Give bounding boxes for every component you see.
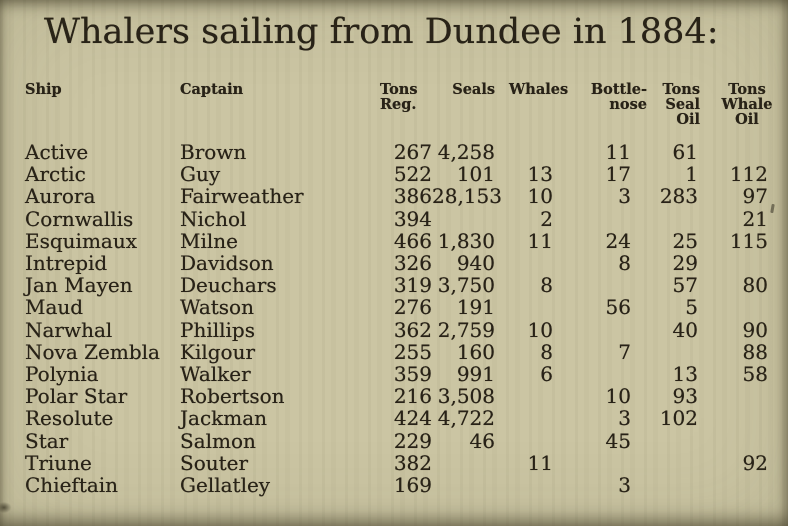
cell-captain: Brown [180,140,247,164]
cell-seals: 991 [456,362,495,387]
column-header-line: Ship [25,81,62,98]
cell-ship: Active [25,140,89,164]
table-row [25,274,768,296]
cell-tons_seal_oil [631,430,698,452]
column-header-tons_reg [380,82,432,141]
cell-seals: 160 [456,339,495,364]
cell-ship: Narwhal [25,317,113,342]
cell-captain: Jackman [180,406,268,431]
table-body [25,141,768,496]
cell-seals: 28,153 [432,184,502,209]
cell-tons_seal_oil: 283 [659,184,698,209]
cell-seals: 4,722 [437,406,495,431]
cell-whales [495,252,553,274]
column-header-line: Bottle- [590,81,647,98]
cell-tons_reg: 362 [393,317,432,342]
cell-seals: 3,508 [437,384,495,409]
cell-bottlenose: 45 [605,428,631,453]
table-row [25,430,768,452]
cell-whales [495,407,553,429]
cell-tons_whale_oil: 92 [742,450,768,475]
cell-ship: Cornwallis [25,206,134,231]
cell-seals: 3,750 [437,273,495,298]
cell-whales: 13 [527,162,553,187]
cell-tons_seal_oil: 29 [672,251,698,276]
cell-tons_reg: 424 [393,406,432,431]
cell-whales: 10 [527,184,553,209]
column-header-line: Seal [665,96,700,113]
cell-tons_whale_oil [698,430,768,452]
cell-tons_whale_oil [698,252,768,274]
column-header-line: Tons [662,81,700,98]
cell-tons_reg: 319 [393,273,432,298]
cell-seals [432,474,495,496]
cell-captain: Robertson [180,384,285,409]
cell-bottlenose: 3 [618,184,631,209]
table-row [25,363,768,385]
cell-tons_seal_oil [631,452,698,474]
cell-bottlenose [553,208,631,230]
cell-tons_reg: 382 [393,450,432,475]
cell-bottlenose: 8 [618,251,631,276]
cell-whales: 6 [540,362,553,387]
cell-tons_reg: 169 [393,473,432,498]
cell-tons_whale_oil: 115 [729,228,768,253]
table-row [25,407,768,429]
cell-ship: Intrepid [25,251,108,276]
cell-whales: 10 [527,317,553,342]
cell-whales [495,385,553,407]
cell-whales [495,430,553,452]
cell-tons_reg: 229 [393,428,432,453]
cell-bottlenose [553,319,631,341]
cell-tons_whale_oil: 58 [742,362,768,387]
cell-tons_seal_oil [631,474,698,496]
cell-tons_reg: 326 [393,251,432,276]
column-header-line: Oil [735,111,759,128]
column-header-line: nose [609,96,647,113]
table-row [25,185,768,207]
cell-bottlenose [553,452,631,474]
cell-tons_seal_oil: 5 [685,295,698,320]
table-row [25,296,768,318]
cell-captain: Gellatley [180,473,271,498]
cell-captain: Souter [180,450,249,475]
cell-ship: Chieftain [25,473,119,498]
table-row [25,208,768,230]
column-header-line: Tons [728,81,766,98]
cell-whales [495,296,553,318]
cell-captain: Fairweather [180,184,304,209]
cell-tons_whale_oil: 112 [729,162,768,187]
cell-tons_whale_oil: 88 [742,339,768,364]
cell-captain: Milne [180,228,238,253]
column-header-line: Seals [452,81,495,98]
cell-tons_seal_oil [631,341,698,363]
cell-tons_seal_oil: 61 [672,140,698,164]
cell-tons_seal_oil: 1 [685,162,698,187]
cell-seals: 1,830 [437,228,495,253]
cell-tons_whale_oil: 80 [742,273,768,298]
cell-captain: Walker [180,362,251,387]
cell-seals: 101 [456,162,495,187]
cell-whales: 8 [540,339,553,364]
table-row [25,141,768,163]
cell-bottlenose: 11 [605,140,631,164]
cell-bottlenose: 3 [618,406,631,431]
table-row [25,452,768,474]
cell-captain: Nichol [180,206,247,231]
cell-tons_whale_oil [698,407,768,429]
cell-seals: 4,258 [437,140,495,164]
cell-tons_reg: 386 [393,184,432,209]
cell-bottlenose: 7 [618,339,631,364]
table-row [25,163,768,185]
cell-tons_reg: 522 [393,162,432,187]
column-header-tons_whale_oil [698,81,773,141]
column-header-line: Oil [676,111,700,128]
cell-tons_whale_oil: 97 [742,184,768,209]
whalers-table [25,81,773,498]
table-row [25,341,768,363]
cell-whales: 11 [527,450,553,475]
cell-tons_reg: 216 [393,384,432,409]
cell-seals [432,208,495,230]
cell-ship: Nova Zembla [25,339,160,364]
column-header-line: Captain [180,81,244,98]
cell-ship: Triune [25,450,92,475]
cell-seals: 46 [469,428,495,453]
column-header-whales [495,81,569,141]
cell-bottlenose [553,363,631,385]
cell-captain: Salmon [180,428,256,453]
cell-tons_seal_oil: 102 [659,406,698,431]
table-row [25,385,768,407]
scan-speck [770,204,775,213]
cell-whales [495,474,553,496]
cell-tons_reg: 276 [393,295,432,320]
cell-seals [432,452,495,474]
cell-ship: Star [25,428,69,453]
cell-ship: Polar Star [25,384,128,409]
cell-ship: Maud [25,295,84,320]
column-header-captain [180,82,380,141]
cell-tons_seal_oil: 13 [672,362,698,387]
cell-tons_whale_oil: 90 [742,317,768,342]
table-header [25,81,773,141]
cell-tons_reg: 267 [393,140,432,164]
cell-ship: Aurora [25,184,96,209]
cell-captain: Watson [180,295,254,320]
cell-whales: 2 [540,206,553,231]
cell-bottlenose: 17 [605,162,631,187]
scan-smudge [0,500,14,515]
cell-ship: Resolute [25,406,114,431]
cell-ship: Jan Mayen [25,273,133,298]
table-row [25,474,768,496]
column-header-line: Tons [380,81,418,98]
cell-captain: Guy [180,162,221,187]
column-header-tons_seal_oil [631,82,698,141]
cell-tons_seal_oil: 57 [672,273,698,298]
cell-tons_whale_oil [698,141,768,163]
cell-tons_reg: 394 [393,206,432,231]
column-header-seals [432,82,495,141]
cell-tons_reg: 466 [393,228,432,253]
cell-seals: 2,759 [437,317,495,342]
cell-bottlenose: 56 [605,295,631,320]
cell-bottlenose: 3 [618,473,631,498]
cell-tons_seal_oil: 25 [672,228,698,253]
cell-tons_reg: 359 [393,362,432,387]
cell-bottlenose [553,274,631,296]
page-title: Whalers sailing from Dundee in 1884: [44,12,719,52]
column-header-line: Reg. [380,96,417,113]
cell-tons_seal_oil: 40 [672,317,698,342]
column-header-line: Whale [721,96,773,113]
table-row [25,230,768,252]
cell-ship: Esquimaux [25,228,137,253]
cell-tons_whale_oil [698,296,768,318]
cell-seals: 191 [456,295,495,320]
cell-bottlenose: 10 [605,384,631,409]
table-row [25,252,768,274]
table-row [25,319,768,341]
cell-ship: Polynia [25,362,99,387]
cell-tons_seal_oil: 93 [672,384,698,409]
cell-whales: 8 [540,273,553,298]
cell-tons_whale_oil: 21 [742,206,768,231]
header-row [25,82,768,141]
cell-whales: 11 [527,228,553,253]
cell-captain: Deuchars [180,273,277,298]
column-header-ship [25,82,180,141]
cell-tons_seal_oil [631,208,698,230]
cell-tons_whale_oil [698,385,768,407]
cell-captain: Phillips [180,317,255,342]
cell-whales [495,141,553,163]
cell-bottlenose: 24 [605,228,631,253]
cell-tons_reg: 255 [393,339,432,364]
cell-captain: Davidson [180,251,274,276]
cell-seals: 940 [456,251,495,276]
cell-tons_whale_oil [698,474,768,496]
cell-ship: Arctic [25,162,86,187]
column-header-line: Whales [509,81,569,98]
cell-captain: Kilgour [180,339,256,364]
